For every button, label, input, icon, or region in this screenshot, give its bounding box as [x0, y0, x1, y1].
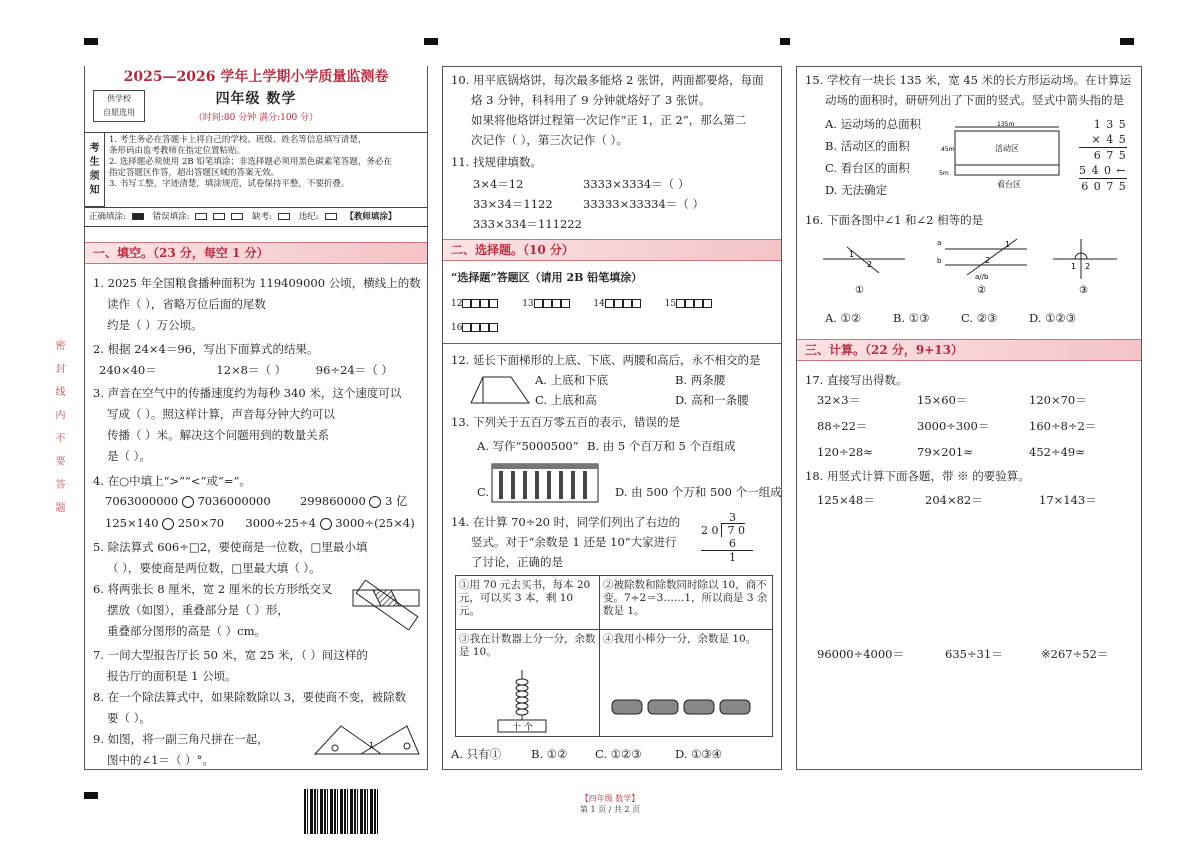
svg-text:45m: 45m	[941, 146, 955, 153]
question-17-row-1: 32×3＝ 15×60＝ 120×70＝	[817, 393, 1087, 407]
question-5: 5. 除法算式 606÷□2，要使商是一位数，□里最小填 （ ），要使商是两位数，□里最大填（ ）。	[93, 540, 368, 575]
angles-figures	[817, 233, 1137, 297]
registration-mark	[1120, 38, 1134, 45]
page-footer: 【四年级 数学】 第 1 页 / 共 2 页	[579, 794, 641, 814]
svg-text:1: 1	[1071, 262, 1077, 271]
question-2-items: 240×40＝ 12×8＝（ ） 96÷24＝（ ）	[99, 363, 393, 377]
question-8: 8. 在一个除法算式中，如果除数除以 3，要使商不变，被除数 要（ ）。	[93, 690, 407, 725]
q14-division-calc: 3 2 0 7 0 6 1	[701, 511, 753, 564]
registration-mark	[424, 38, 438, 45]
time-score: （时间:80 分钟 满分:100 分）	[193, 113, 319, 123]
svg-text:135m: 135m	[997, 121, 1015, 128]
reasoning-4: ④我用小棒分一分，余数是 10。	[603, 633, 757, 645]
question-14-options: A. 只有① B. ①② C. ①②③ D. ①③④	[451, 747, 723, 761]
notice-box	[85, 132, 427, 226]
question-16: 16. 下面各图中∠1 和∠2 相等的是	[805, 213, 984, 227]
question-11-row-2: 33×34＝1122 33333×33334＝（ ）	[473, 197, 704, 211]
violation-box[interactable]	[325, 213, 337, 220]
school-stamp: 供学校 自愿选用	[93, 90, 145, 122]
svg-text:看台区: 看台区	[997, 180, 1021, 189]
arrow-left-icon: ←	[1112, 164, 1127, 177]
question-17-row-3: 120÷28≈ 79×201≈ 452÷49≈	[817, 445, 1085, 459]
q15-multiplication-calc: 1 3 5 × 4 5 6 7 5 5 4 0 ← 6 0 7 5	[1079, 118, 1127, 193]
svg-text:1: 1	[1005, 240, 1011, 249]
question-13: 13. 下列关于五百万零五百的表示，错误的是	[451, 415, 680, 429]
compare-circle[interactable]	[182, 496, 194, 508]
fill-example-row: 正确填涂: 错误填涂: 缺考: 违纪: 【教师填涂】	[85, 207, 427, 227]
question-6: 6. 将两张长 8 厘米，宽 2 厘米的长方形纸交叉 摆放（如图），重叠部分是（ ）形， 重叠部分图形的高是（ ）cm。	[93, 582, 333, 638]
question-11-row-1: 3×4＝12 3333×3334＝（ ）	[473, 177, 690, 191]
barcode	[304, 789, 380, 834]
question-13-options-1: A. 写作“5000500” B. 由 5 个百万和 5 个百组成	[477, 439, 736, 453]
question-11: 11. 找规律填数。	[451, 155, 542, 169]
question-18-row-2: 96000÷4000＝ 635÷31＝ ※267÷52＝	[817, 647, 1109, 661]
question-18-row-1: 125×48＝ 204×82＝ 17×143＝	[817, 493, 1097, 507]
compare-circle[interactable]	[369, 496, 381, 508]
svg-text:1: 1	[849, 250, 855, 259]
svg-text:5m: 5m	[939, 170, 949, 177]
reasoning-3: ③我在计数器上分一分，余数是 10。	[456, 630, 600, 736]
column-2	[442, 66, 782, 770]
question-4: 4. 在○中填上“>”“<”或“=”。	[93, 474, 251, 488]
correct-fill-mark	[132, 213, 144, 220]
exam-title: 2025—2026 学年上学期小学质量监测卷	[123, 69, 389, 85]
bubble-A[interactable]	[462, 299, 471, 308]
counter-abacus-icon	[492, 668, 552, 734]
svg-text:a//b: a//b	[975, 273, 989, 281]
svg-text:1: 1	[369, 741, 375, 750]
answer-bubbles-row-2: 16	[451, 321, 498, 335]
reasoning-2: ②被除数和除数同时除以 10，商不变。7÷2＝3……1，所以商是 3 余数是 1。	[600, 576, 772, 630]
compare-circle[interactable]	[320, 518, 332, 530]
question-14: 14. 在计算 70÷20 时，同学们列出了右边的 竖式。对于“余数是 1 还是 10”大家进行 了讨论，正确的是	[451, 515, 681, 569]
question-4-row-2: 125×140 250×70 3000÷25÷4 3000÷(25×4)	[105, 516, 415, 530]
sticks-bundles-icon	[610, 696, 762, 718]
compare-circle[interactable]	[162, 518, 174, 530]
question-12: 12. 延长下面梯形的上底、下底、两腰和高后，永不相交的是	[451, 353, 761, 367]
svg-text:②: ②	[977, 285, 986, 296]
crossed-rectangles-figure	[351, 580, 423, 630]
question-15-options: A. 运动场的总面积 B. 活动区的面积 C. 看台区的面积 D. 无法确定	[825, 117, 922, 197]
question-12-options: A. 上底和下底 B. 两条腰 C. 上底和高 D. 高和一条腰	[535, 373, 749, 407]
registration-mark	[84, 38, 98, 45]
counting-frame-icon	[491, 463, 599, 503]
svg-text:①: ①	[855, 285, 864, 296]
answer-bubbles-row-1: 12 13 14 15	[451, 297, 712, 311]
question-13-option-d[interactable]: D. 由 500 个万和 500 个一组成	[615, 485, 782, 499]
subject-title: 四年级 数学	[215, 91, 297, 107]
svg-text:b: b	[937, 257, 942, 265]
question-17: 17. 直接写出得数。	[805, 373, 908, 387]
triangle-rulers-figure	[311, 722, 423, 758]
question-10: 10. 用平底锅烙饼，每次最多能烙 2 张饼，两面都要烙，每面 烙 3 分钟，科科用了 9 分钟就烙好了 3 张饼。 如果将他烙饼过程第一次记作“正 1，正 2”，那么第二 次记作（ ），第三次记作（ ）。	[451, 73, 764, 147]
section-1-heading: 一、填空。（23 分，每空 1 分）	[85, 242, 427, 264]
question-2: 2. 根据 24×4＝96，写出下面算式的结果。	[93, 342, 319, 356]
section-2-heading: 二、选择题。（10 分）	[443, 239, 781, 261]
absent-box[interactable]	[278, 213, 290, 220]
notice-label: 考生须知	[85, 133, 105, 207]
question-17-row-2: 88÷22＝ 3000÷300＝ 160÷8÷2＝	[817, 419, 1097, 433]
svg-text:2: 2	[867, 260, 873, 269]
question-3: 3. 声音在空气中的传播速度约为每秒 340 米，这个速度可以 写成（ ）。照这样计算，声音每分钟大约可以 传播（ ）米。解决这个问题用到的数量关系 是（ ）。	[93, 386, 402, 463]
sports-field-figure	[935, 121, 1075, 195]
question-11-row-3: 333×334＝111222	[473, 217, 582, 231]
wrong-fill-mark	[195, 213, 207, 220]
registration-mark	[780, 38, 790, 45]
registration-mark	[84, 792, 98, 799]
notice-lines: 1. 考生务必在答题卡上将自己的学校、班级、姓名等信息填写清楚， 条形码由监考教师在指定位置粘贴。 2. 选择题必须使用 2B 铅笔填涂；非选择题必须用黑色碳素笔答题，务必在 指定答题区作答，超出答题区域的答案无效。 3. 书写工整，字迹清楚，填涂规范，试卷保持平整，不要折叠。	[109, 135, 392, 189]
q14-reasoning-grid	[455, 575, 773, 737]
question-7: 7. 一间大型报告厅长 50 米，宽 25 米，（ ）间这样的 报告厅的面积是 1 公顷。	[93, 648, 368, 683]
svg-text:2: 2	[1085, 262, 1091, 271]
question-15: 15. 学校有一块长 135 米，宽 45 米的长方形运动场。在计算运 动场的面积时，研研列出了下面的竖式。竖式中箭头指的是	[805, 73, 1132, 107]
column-1	[84, 66, 428, 770]
svg-text:a: a	[937, 239, 942, 247]
answer-area-title: “选择题”答题区（请用 2B 铅笔填涂）	[451, 271, 643, 284]
question-9: 9. 如图，将一副三角尺拼在一起， 图中的∠1＝（ ）°。	[93, 732, 269, 767]
divider	[443, 343, 781, 344]
question-1: 1. 2025 年全国粮食播种面积为 119409000 公顷，横线上的数 读作（ ），省略万位后面的尾数 约是（ ）万公顷。	[93, 276, 421, 332]
reasoning-1: ①用 70 元去买书，每本 20 元，可以买 3 本，剩 10 元。	[456, 576, 600, 630]
question-13-option-c[interactable]: C.	[477, 485, 490, 499]
svg-text:2: 2	[985, 256, 991, 265]
question-4-row-1: 7063000000 7036000000 299860000 3 亿	[105, 494, 408, 508]
svg-text:活动区: 活动区	[995, 144, 1019, 153]
section-3-heading: 三、计算。（22 分，9+13）	[797, 339, 1141, 361]
svg-text:十 个: 十 个	[512, 723, 533, 733]
svg-text:③: ③	[1079, 285, 1088, 296]
column-3	[796, 66, 1142, 770]
question-18: 18. 用竖式计算下面各题，带 ※ 的要验算。	[805, 469, 1030, 483]
question-16-options: A. ①② B. ①③ C. ②③ D. ①②③	[825, 311, 1077, 325]
seal-line-notice: 密 封 线 内 不 要 答 题	[53, 340, 64, 518]
trapezoid-figure	[469, 373, 531, 405]
